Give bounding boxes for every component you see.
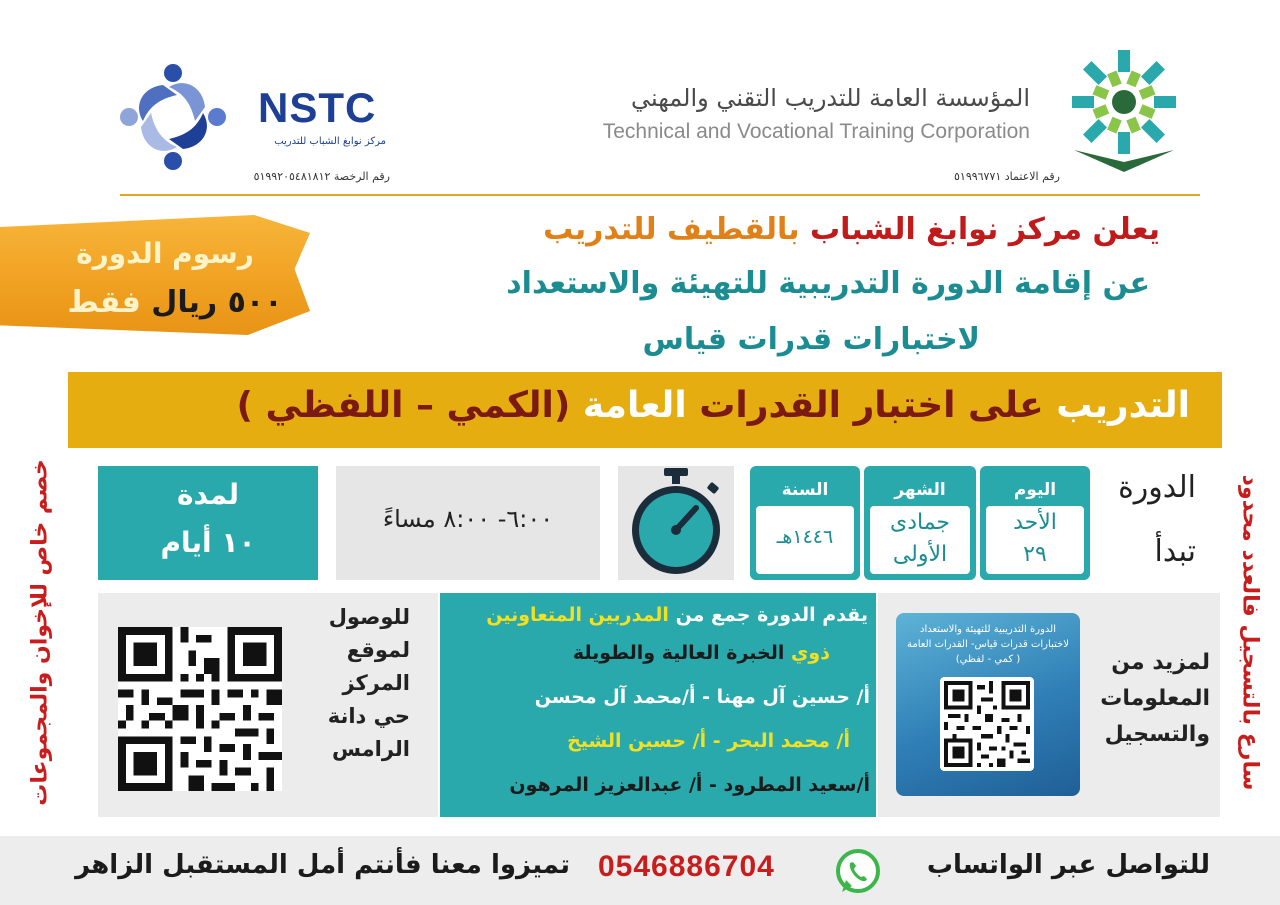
announcement-line2: عن إقامة الدورة التدريبية للتهيئة والاستعداد	[506, 266, 1150, 301]
trainers-intro-a: يقدم الدورة جمع من	[675, 604, 868, 626]
year-label: السنة	[781, 480, 829, 500]
register-card-line3: ( كمي - لفظي)	[955, 654, 1021, 665]
banner-part1: التدريب	[1056, 385, 1190, 426]
day-value-line2: ٢٩	[1023, 542, 1047, 567]
register-line3: والتسجيل	[1104, 722, 1210, 747]
fees-suffix: فقط	[67, 285, 141, 320]
course-starts-line2: تبدأ	[1154, 534, 1196, 569]
announcement-location: بالقطيف للتدريب	[543, 212, 800, 247]
license-number: رقم الرخصة ٥١٩٩٢٠٥٤٨١٨١٢	[253, 170, 390, 183]
banner-part3: القدرات	[699, 385, 842, 426]
location-qr-code-icon[interactable]	[118, 627, 282, 791]
whatsapp-icon[interactable]	[832, 846, 884, 898]
location-line1: للوصول	[328, 605, 410, 629]
day-label: اليوم	[1013, 480, 1057, 500]
trainers-intro-b: المدربين المتعاونين	[486, 604, 669, 626]
tvtc-name-english: Technical and Vocational Training Corporation	[602, 120, 1030, 143]
side-text-discount: خصم خاص للإخوان والمجموعات	[27, 459, 53, 806]
trainers-experience-a: ذوي	[791, 642, 830, 664]
trainers-experience	[470, 642, 830, 664]
whatsapp-label: للتواصل عبر الواتساب	[926, 850, 1210, 880]
year-value: ١٤٤٦هـ	[776, 526, 834, 548]
day-value-line1: الأحد	[1013, 510, 1057, 535]
register-card-line1: الدورة التدريبية للتهيئة والاستعداد	[919, 624, 1056, 635]
trainers-experience-b: الخبرة العالية والطويلة	[572, 642, 785, 664]
header-divider	[120, 194, 1200, 196]
month-value-line2: الأولى	[892, 542, 948, 567]
month-value-line1: جمادى	[889, 510, 951, 535]
nstc-logo-text: NSTC	[258, 84, 377, 131]
duration-label: لمدة	[177, 478, 239, 511]
location-line3: المركز	[342, 671, 410, 695]
banner-part2: على اختبار	[853, 385, 1044, 426]
fees-amount: ٥٠٠ ريال	[151, 285, 283, 320]
register-card-line2: لاختبارات قدرات قياس- القدرات العامة	[907, 639, 1069, 650]
duration-value: ١٠ أيام	[160, 526, 256, 559]
register-qr-code-icon[interactable]	[940, 677, 1034, 771]
register-line1: لمزيد من	[1111, 650, 1210, 675]
location-line5: الرامس	[331, 737, 410, 761]
time-value: ٦:٠٠- ٨:٠٠ مساءً	[382, 505, 554, 533]
announcement-center: مركز نوابغ الشباب	[810, 212, 1083, 247]
side-text-register-now: سارع بالتسجيل فالعدد محدود	[1237, 474, 1263, 791]
announcement-line3: لاختبارات قدرات قياس	[642, 322, 980, 357]
fees-amount-line	[60, 285, 290, 320]
month-label: الشهر	[894, 480, 946, 500]
banner-part4: العامة	[582, 385, 687, 426]
course-starts-line1: الدورة	[1118, 470, 1196, 505]
announcement-line1	[420, 212, 1160, 247]
course-banner-text	[80, 385, 1190, 426]
trainers-pair3: أ/سعيد المطرود - أ/ عبدالعزيز المرهون	[509, 774, 870, 796]
location-line2: لموقع	[346, 638, 410, 662]
trainers-pair2: أ/ محمد البحر - أ/ حسين الشيخ	[567, 730, 850, 752]
tvtc-logo-icon	[1064, 40, 1184, 175]
announcement-verb: يعلن	[1092, 212, 1160, 247]
trainers-intro	[448, 604, 868, 626]
accreditation-number: رقم الاعتماد ٥١٩٩٦٧٧١	[954, 170, 1060, 183]
phone-number[interactable]: 0546886704	[598, 850, 775, 883]
tvtc-name-arabic: المؤسسة العامة للتدريب التقني والمهني	[630, 84, 1030, 112]
trainers-pair1: أ/ حسين آل مهنا - أ/محمد آل محسن	[534, 686, 870, 708]
nstc-subtitle: مركز نوابغ الشباب للتدريب	[274, 136, 386, 147]
footer-slogan: تميزوا معنا فأنتم أمل المستقبل الزاهر	[75, 850, 570, 880]
stopwatch-icon	[624, 466, 728, 578]
nstc-logo-icon	[108, 52, 238, 182]
location-line4: حي دانة	[327, 704, 410, 728]
register-card-title	[900, 622, 1076, 667]
banner-part5: (الكمي – اللفظي )	[236, 385, 571, 426]
fees-title: رسوم الدورة	[76, 237, 254, 270]
register-line2: المعلومات	[1100, 686, 1210, 711]
